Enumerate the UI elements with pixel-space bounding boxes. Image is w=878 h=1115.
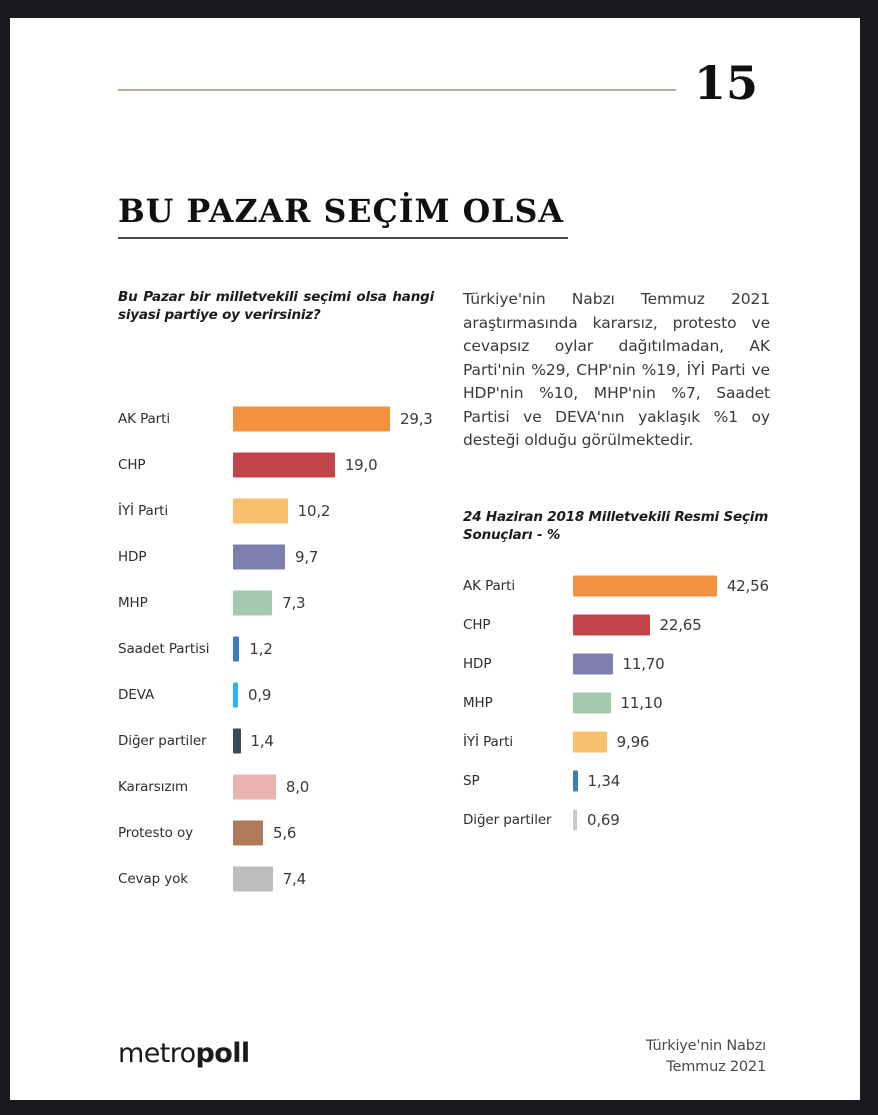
- bar-category-label: Protesto oy: [118, 825, 194, 842]
- bar-category-label: Diğer partiler: [463, 811, 552, 828]
- chart-row: [463, 800, 775, 839]
- bar-segment: [233, 637, 239, 662]
- bar-value-label: 9,96: [616, 732, 650, 751]
- bar-category-label: MHP: [463, 694, 493, 711]
- chart-row: [118, 488, 448, 534]
- bar-category-label: CHP: [463, 616, 491, 633]
- bar-category-label: Diğer partiler: [118, 733, 207, 750]
- footer-note: [510, 1036, 766, 1078]
- logo-bold-text: poll: [195, 1038, 250, 1069]
- bar-segment: [233, 453, 335, 478]
- bar-category-label: İYİ Parti: [463, 733, 514, 750]
- bar-value-label: 1,2: [249, 640, 273, 659]
- bar-segment: [573, 614, 650, 635]
- bar-segment: [233, 407, 390, 432]
- bar-category-label: Kararsızım: [118, 779, 189, 796]
- bar-segment: [573, 809, 577, 830]
- bar-category-label: HDP: [118, 549, 147, 566]
- chart-row: [118, 856, 448, 902]
- bar-segment: [573, 770, 578, 791]
- footer-note-line-2: Temmuz 2021: [666, 1059, 766, 1076]
- chart-row: [463, 722, 775, 761]
- bar-category-label: HDP: [463, 655, 492, 672]
- bar-segment: [573, 653, 613, 674]
- bar-value-label: 9,7: [294, 548, 319, 567]
- bar-segment: [233, 729, 241, 754]
- bar-category-label: AK Parti: [118, 411, 170, 428]
- bar-value-label: 29,3: [400, 410, 433, 429]
- bar-value-label: 22,65: [659, 615, 702, 634]
- right-column: [463, 288, 775, 839]
- bar-value-label: 19,0: [344, 456, 378, 475]
- survey-question: Bu Pazar bir milletvekili seçimi olsa hangi siyasi partiye oy verirsiniz?: [118, 289, 434, 324]
- bar-category-label: MHP: [118, 595, 148, 612]
- bar-value-label: 7,3: [282, 594, 306, 613]
- bar-value-label: 11,10: [620, 693, 663, 712]
- official-results-chart-2018: [463, 566, 775, 839]
- slide-page: [10, 18, 860, 1100]
- bar-category-label: Cevap yok: [118, 871, 189, 888]
- left-column: [118, 288, 448, 902]
- logo-light-text: metro: [118, 1038, 196, 1069]
- bar-segment: [233, 683, 238, 708]
- bar-segment: [573, 575, 717, 596]
- chart-row: [463, 683, 775, 722]
- footer-note-line-1: Türkiye'nin Nabzı: [645, 1038, 766, 1054]
- bar-value-label: 8,0: [285, 778, 310, 797]
- title-underline: [118, 237, 568, 239]
- bar-value-label: 10,2: [297, 502, 331, 521]
- chart-row: [463, 566, 775, 605]
- chart-row: [118, 718, 448, 764]
- chart-row: [463, 605, 775, 644]
- bar-value-label: 1,34: [587, 771, 621, 790]
- bar-value-label: 11,70: [622, 654, 665, 673]
- bar-segment: [233, 499, 288, 524]
- bar-segment: [573, 731, 607, 752]
- bar-value-label: 0,69: [587, 810, 620, 829]
- official-results-heading: 24 Haziran 2018 Milletvekili Resmi Seçim Sonuçları - %: [463, 508, 769, 544]
- metropoll-logo: [118, 1038, 250, 1069]
- bar-category-label: İYİ Parti: [118, 503, 169, 520]
- chart-row: [118, 534, 448, 580]
- bar-category-label: AK Parti: [463, 577, 515, 594]
- page-number: 15: [693, 56, 758, 110]
- bar-category-label: CHP: [118, 457, 146, 474]
- bar-value-label: 0,9: [248, 686, 272, 705]
- chart-row: [118, 396, 448, 442]
- bar-value-label: 7,4: [282, 870, 306, 889]
- header-rule: [118, 89, 676, 91]
- bar-value-label: 1,4: [250, 732, 274, 751]
- poll-chart-2021: [118, 396, 448, 902]
- chart-row: [118, 442, 448, 488]
- bar-category-label: DEVA: [118, 687, 155, 704]
- chart-row: [118, 580, 448, 626]
- bar-value-label: 5,6: [273, 824, 297, 843]
- chart-row: [463, 761, 775, 800]
- bar-segment: [573, 692, 611, 713]
- bar-segment: [233, 867, 273, 892]
- bar-segment: [233, 545, 285, 570]
- chart-row: [463, 644, 775, 683]
- bar-segment: [233, 775, 276, 800]
- bar-value-label: 42,56: [726, 576, 769, 595]
- bar-category-label: SP: [463, 772, 480, 789]
- bar-category-label: Saadet Partisi: [118, 641, 210, 658]
- bar-segment: [233, 591, 272, 616]
- chart-row: [118, 672, 448, 718]
- bar-segment: [233, 821, 263, 846]
- chart-row: [118, 764, 448, 810]
- chart-row: [118, 810, 448, 856]
- analysis-paragraph: Türkiye'nin Nabzı Temmuz 2021 araştırmasında kararsız, protesto ve cevapsız oylar dağıtılmadan, AK Parti'nin %29, CHP'nin %19, İYİ Parti ve HDP'nin %10, MHP'nin %7, Saadet Partisi ve DEVA'nın yaklaşık %1 oy desteği olduğu görülmektedir.: [463, 290, 770, 450]
- page-title: BU PAZAR SEÇİM OLSA: [118, 192, 564, 230]
- chart-row: [118, 626, 448, 672]
